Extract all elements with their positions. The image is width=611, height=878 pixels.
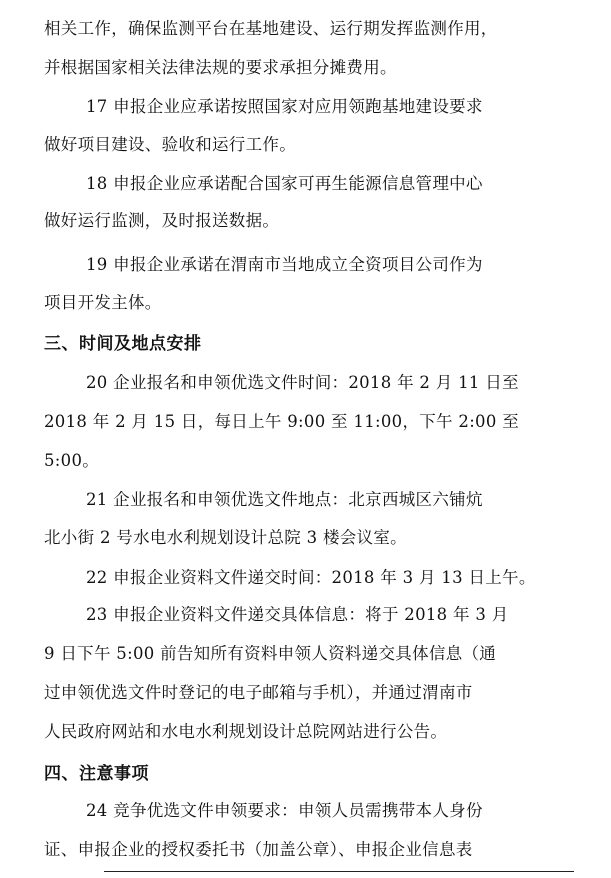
paragraph-line: 相关工作，确保监测平台在基地建设、运行期发挥监测作用， xyxy=(44,19,498,38)
page-bottom-rule xyxy=(104,871,574,872)
paragraph-line: 北小街 2 号水电水利规划设计总院 3 楼会议室。 xyxy=(44,528,407,547)
item-18-line: 18 申报企业应承诺配合国家可再生能源信息管理中心 xyxy=(86,174,483,193)
item-24-line: 24 竞争优选文件申领要求：申领人员需携带本人身份 xyxy=(86,801,483,820)
paragraph-line: 2018 年 2 月 15 日，每日上午 9:00 至 11:00，下午 2:00 至 xyxy=(44,412,519,431)
item-19-line: 19 申报企业承诺在渭南市当地成立全资项目公司作为 xyxy=(86,255,483,274)
item-23-line: 23 申报企业资料文件递交具体信息：将于 2018 年 3 月 xyxy=(86,605,509,624)
paragraph-line: 项目开发主体。 xyxy=(44,293,162,312)
item-21-line: 21 企业报名和申领优选文件地点：北京西城区六铺炕 xyxy=(86,490,483,509)
section-heading-3: 三、时间及地点安排 xyxy=(44,334,202,354)
section-heading-4: 四、注意事项 xyxy=(44,764,149,784)
paragraph-line: 证、申报企业的授权委托书（加盖公章）、申报企业信息表 xyxy=(44,840,473,859)
paragraph-line: 并根据国家相关法律法规的要求承担分摊费用。 xyxy=(44,58,397,77)
item-20-line: 20 企业报名和申领优选文件时间：2018 年 2 月 11 日至 xyxy=(86,373,519,392)
item-22-line: 22 申报企业资料文件递交时间：2018 年 3 月 13 日上午。 xyxy=(86,568,536,587)
paragraph-line: 过申领优选文件时登记的电子邮箱与手机），并通过渭南市 xyxy=(44,683,473,702)
paragraph-line: 人民政府网站和水电水利规划设计总院网站进行公告。 xyxy=(44,722,448,741)
paragraph-line: 5:00。 xyxy=(44,451,100,470)
item-17-line: 17 申报企业应承诺按照国家对应用领跑基地建设要求 xyxy=(86,97,483,116)
paragraph-line: 做好项目建设、验收和运行工作。 xyxy=(44,135,296,154)
paragraph-line: 做好运行监测，及时报送数据。 xyxy=(44,211,280,230)
paragraph-line: 9 日下午 5:00 前告知所有资料申领人资料递交具体信息（通 xyxy=(44,644,497,663)
